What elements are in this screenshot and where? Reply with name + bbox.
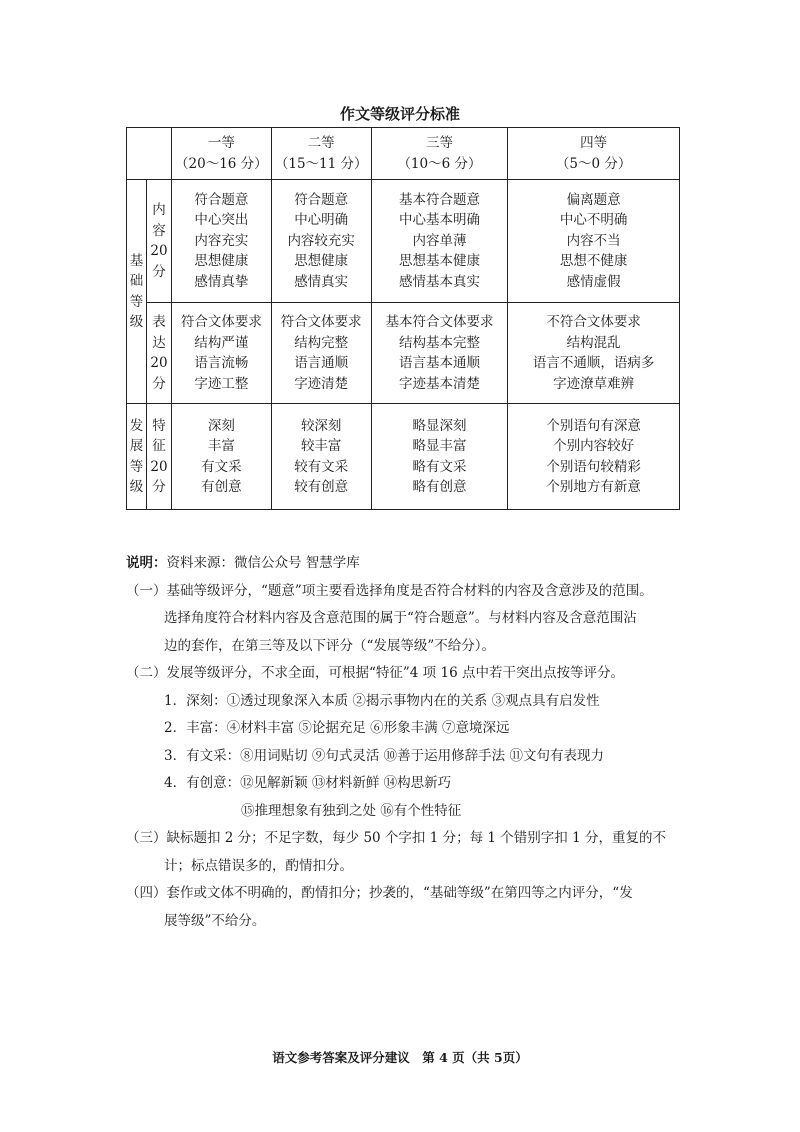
table-row xyxy=(127,303,680,404)
grade-header: 四等 （5～0 分） xyxy=(508,128,680,180)
note-2: （二）发展等级评分，不求全面，可根据“特征”4 项 16 点中若干突出点按等评分。 xyxy=(126,665,624,681)
note-2-item: 2．丰富：④材料丰富 ⑤论据充足 ⑥形象丰满 ⑦意境深远 xyxy=(164,720,510,736)
note-2-item-cont: ⑮推理想象有独到之处 ⑯有个性特征 xyxy=(241,802,462,819)
table-title: 作文等级评分标准 xyxy=(339,105,460,123)
table-header-row xyxy=(127,128,680,180)
note-3-cont: 计；标点错误多的，酌情扣分。 xyxy=(164,857,353,874)
table-cell: 偏离题意 中心不明确 内容不当 思想不健康 感情虚假 xyxy=(508,180,680,303)
table-cell: 符合题意 中心突出 内容充实 思想健康 感情真挚 xyxy=(171,180,271,303)
table-cell: 符合文体要求 结构严谨 语言流畅 字迹工整 xyxy=(171,303,271,404)
grade-header: 二等 （15～11 分） xyxy=(271,128,371,180)
grade-header: 一等 （20～16 分） xyxy=(171,128,271,180)
note-1-cont: 边的套作，在第三等及以下评分（“发展等级”不给分）。 xyxy=(164,637,496,654)
notes-section xyxy=(126,550,686,935)
table-row xyxy=(127,404,680,510)
table-row xyxy=(127,180,680,303)
note-3: （三）缺标题扣 2 分；不足字数，每少 50 个字扣 1 分；每 1 个错别字扣 1 分，重复的不 xyxy=(126,830,666,846)
table-cell: 个别语句有深意 个别内容较好 个别语句较精彩 个别地方有新意 xyxy=(508,404,680,510)
table-cell: 不符合文体要求 结构混乱 语言不通顺，语病多 字迹潦草难辨 xyxy=(508,303,680,404)
content-label: 内 容 20 分 xyxy=(146,180,171,303)
note-1: （一）基础等级评分，“题意”项主要看选择角度是否符合材料的内容及含意涉及的范围。 xyxy=(126,582,653,599)
table-cell: 略显深刻 略显丰富 略有文采 略有创意 xyxy=(371,404,508,510)
notes-label: 说明： xyxy=(126,555,167,571)
page-footer: 语文参考答案及评分建议 第 4 页（共 5页） xyxy=(272,1050,528,1065)
note-4-cont: 展等级”不给分。 xyxy=(164,912,266,929)
note-2-item: 4．有创意：⑫见解新颖 ⑬材料新鲜 ⑭构思新巧 xyxy=(164,775,452,791)
basic-level-label: 基 础 等 级 xyxy=(127,180,147,404)
feature-label: 特 征 20 分 xyxy=(146,404,171,510)
corner-cell xyxy=(127,128,172,180)
source-text: 资料来源：微信公众号 智慧学库 xyxy=(166,555,360,571)
table-cell: 基本符合文体要求 结构基本完整 语言基本通顺 字迹基本清楚 xyxy=(371,303,508,404)
notes-header xyxy=(126,550,686,578)
table-cell: 符合文体要求 结构完整 语言通顺 字迹清楚 xyxy=(271,303,371,404)
grading-table xyxy=(126,127,680,510)
development-level-label: 发 展 等 级 xyxy=(127,404,147,510)
table-cell: 符合题意 中心明确 内容较充实 思想健康 感情真实 xyxy=(271,180,371,303)
table-cell: 基本符合题意 中心基本明确 内容单薄 思想基本健康 感情基本真实 xyxy=(371,180,508,303)
expression-label: 表 达 20 分 xyxy=(146,303,171,404)
note-1-cont: 选择角度符合材料内容及含意范围的属于“符合题意”。与材料内容及含意范围沾 xyxy=(164,610,637,626)
table-cell: 较深刻 较丰富 较有文采 较有创意 xyxy=(271,404,371,510)
note-4: （四）套作或文体不明确的，酌情扣分；抄袭的，“基础等级”在第四等之内评分，“发 xyxy=(126,885,633,901)
table-cell: 深刻 丰富 有文采 有创意 xyxy=(171,404,271,510)
note-2-item: 1．深刻：①透过现象深入本质 ②揭示事物内在的关系 ③观点具有启发性 xyxy=(164,692,600,709)
note-2-item: 3．有文采：⑧用词贴切 ⑨句式灵活 ⑩善于运用修辞手法 ⑪文句有表现力 xyxy=(164,747,604,764)
grade-header: 三等 （10～6 分） xyxy=(371,128,508,180)
